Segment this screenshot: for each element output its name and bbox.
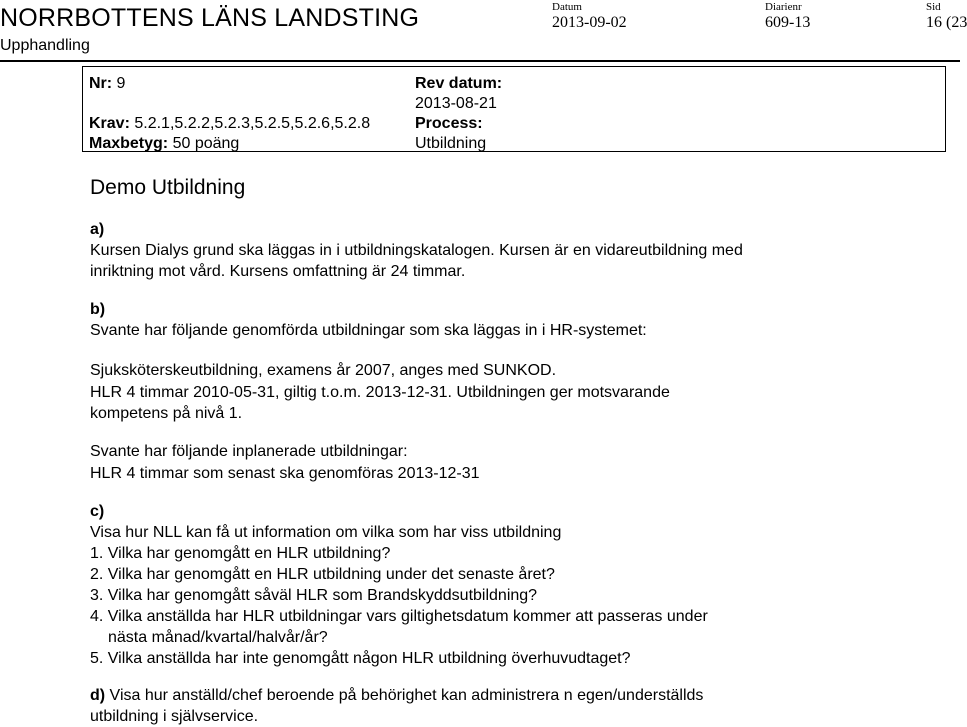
header-divider (0, 60, 960, 62)
part-a-line2: inriktning mot vård. Kursens omfattning är 24 timmar. (90, 263, 466, 280)
part-b-line1: Svante har följande genomförda utbildningar som ska läggas in i HR-systemet: (90, 322, 647, 339)
organization-name: NORRBOTTENS LÄNS LANDSTING (0, 4, 420, 32)
datum-value: 2013-09-02 (552, 14, 627, 31)
datum-label: Datum (552, 1, 582, 13)
part-d-line1: Visa hur anställd/chef beroende på behörighet kan administrera n egen/underställds (105, 687, 704, 704)
revdatum-label: Rev datum: (415, 75, 503, 92)
krav-row (89, 115, 370, 133)
maxbetyg-label: Maxbetyg: (89, 135, 169, 152)
diarienr-value: 609-13 (765, 14, 811, 31)
part-c-label: c) (90, 503, 105, 520)
process-label: Process: (415, 115, 483, 132)
info-box (82, 66, 946, 152)
part-b-line4: kompetens på nivå 1. (90, 405, 243, 422)
part-c-item4b: nästa månad/kvartal/halvår/år? (108, 629, 328, 646)
revdatum-value: 2013-08-21 (415, 95, 497, 112)
process-value: Utbildning (415, 135, 487, 152)
nr-row (89, 75, 125, 93)
part-c-item5: 5. Vilka anställda har inte genomgått någon HLR utbildning överhuvudtaget? (90, 650, 631, 667)
part-c-item2: 2. Vilka har genomgått en HLR utbildning under det senaste året? (90, 566, 555, 583)
nr-value: 9 (112, 75, 126, 92)
part-a-label: a) (90, 221, 105, 238)
part-d-label: d) (90, 687, 106, 704)
document-category: Upphandling (0, 37, 90, 54)
part-d-line2: utbildning i självservice. (90, 708, 259, 725)
part-b-line6: HLR 4 timmar som senast ska genomföras 2013-12-31 (90, 465, 480, 482)
sid-label: Sid (926, 1, 941, 13)
part-c-item1: 1. Vilka har genomgått en HLR utbildning? (90, 545, 391, 562)
nr-label: Nr: (89, 75, 113, 92)
diarienr-label: Diarienr (765, 1, 802, 13)
part-b-line5: Svante har följande inplanerade utbildningar: (90, 443, 408, 460)
part-d-line1-row (90, 687, 703, 705)
part-c-item4a: 4. Vilka anställda har HLR utbildningar vars giltighetsdatum kommer att passeras under (90, 608, 708, 625)
part-c-item3: 3. Vilka har genomgått såväl HLR som Brandskyddsutbildning? (90, 587, 538, 604)
maxbetyg-value: 50 poäng (168, 135, 240, 152)
krav-label: Krav: (89, 115, 130, 132)
part-a-line1: Kursen Dialys grund ska läggas in i utbildningskatalogen. Kursen är en vidareutbildning med (90, 242, 743, 259)
part-b-line3: HLR 4 timmar 2010-05-31, giltig t.o.m. 2013-12-31. Utbildningen ger motsvarande (90, 384, 670, 401)
part-b-label: b) (90, 301, 106, 318)
part-c-line1: Visa hur NLL kan få ut information om vilka som har viss utbildning (90, 524, 562, 541)
maxbetyg-row (89, 135, 239, 153)
section-title: Demo Utbildning (90, 176, 246, 199)
part-b-line2: Sjuksköterskeutbildning, examens år 2007, anges med SUNKOD. (90, 362, 557, 379)
sid-value: 16 (23 (926, 14, 967, 31)
krav-value: 5.2.1,5.2.2,5.2.3,5.2.5,5.2.6,5.2.8 (129, 115, 371, 132)
